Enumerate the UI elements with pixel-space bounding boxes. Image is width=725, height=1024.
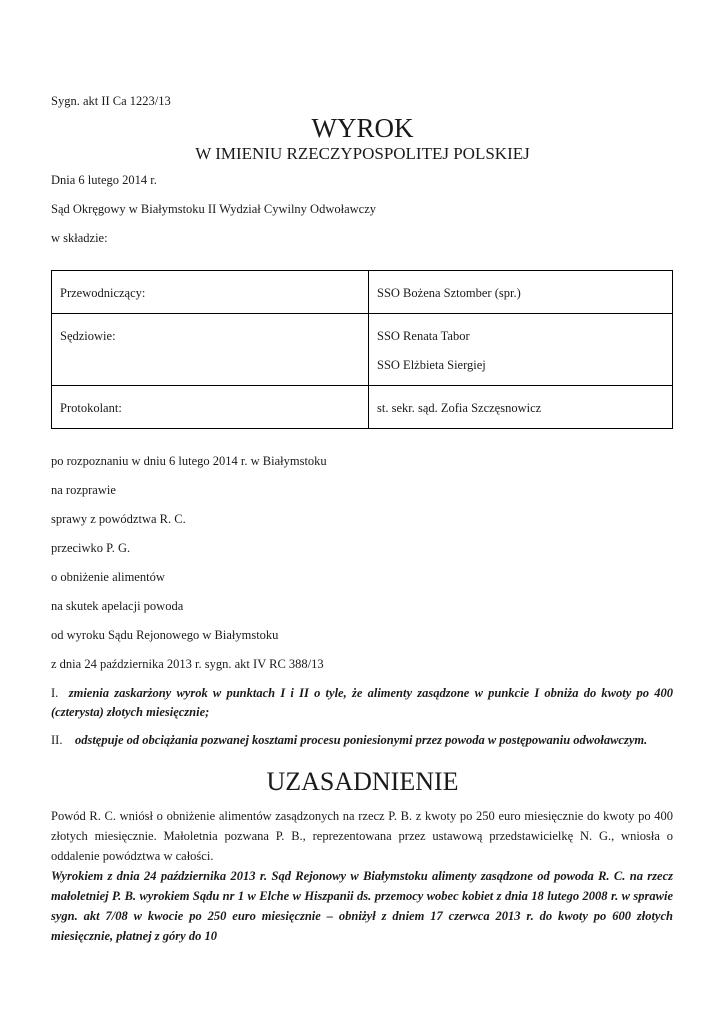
panel-row-judges xyxy=(52,314,673,386)
panel-name: SSO Elżbieta Siergiej xyxy=(377,358,486,372)
case-line: sprawy z powództwa R. C. xyxy=(51,512,186,526)
judgment-date: Dnia 6 lutego 2014 r. xyxy=(51,173,157,187)
case-line: na skutek apelacji powoda xyxy=(51,599,184,613)
composition-label: w składzie: xyxy=(51,231,108,245)
panel-name-cell xyxy=(369,386,673,429)
panel-name-cell xyxy=(369,314,673,386)
case-line: o obniżenie alimentów xyxy=(51,570,165,584)
verdict-point-number: II. xyxy=(51,733,63,747)
case-line: od wyroku Sądu Rejonowego w Białymstoku xyxy=(51,628,279,642)
court-panel-table xyxy=(51,270,673,429)
panel-row-presiding xyxy=(52,271,673,314)
panel-name: SSO Bożena Sztomber (spr.) xyxy=(377,286,521,300)
verdict-point-1 xyxy=(51,684,673,722)
case-signature: Sygn. akt II Ca 1223/13 xyxy=(51,94,171,108)
panel-name: SSO Renata Tabor xyxy=(377,329,470,343)
panel-row-clerk xyxy=(52,386,673,429)
case-line: na rozprawie xyxy=(51,483,116,497)
panel-name-cell xyxy=(369,271,673,314)
verdict-point-2 xyxy=(51,731,673,750)
panel-name: st. sekr. sąd. Zofia Szczęsnowicz xyxy=(377,401,542,415)
document-title: WYROK xyxy=(311,113,414,143)
panel-role: Przewodniczący: xyxy=(52,271,369,314)
justification-title: UZASADNIENIE xyxy=(266,767,459,796)
court-name: Sąd Okręgowy w Białymstoku II Wydział Cywilny Odwoławczy xyxy=(51,202,377,216)
justification-paragraph: Wyrokiem z dnia 24 października 2013 r. Sąd Rejonowy w Białymstoku alimenty zasądzone od powoda R. C. na rzecz małoletniej P. B. wyrokiem Sądu nr 1 w Elche w Hiszpanii ds. przemocy wobec kobiet z dnia 18 lutego 2008 r. w sprawie sygn. akt 7/08 w kwocie po 250 euro miesięcznie – obniżył z dniem 17 czerwca 2013 r. do kwoty po 600 złotych miesięcznie, płatnej z góry do 10 xyxy=(51,869,673,943)
verdict-point-text: zmienia zaskarżony wyrok w punktach I i II o tyle, że alimenty zasądzone w punkcie I obniża do kwoty po 400 (czterysta) złotych miesięcznie; xyxy=(51,686,673,719)
justification-paragraph: Powód R. C. wniósł o obniżenie alimentów zasądzonych na rzecz P. B. z kwoty po 250 euro miesięcznie do kwoty po 400 złotych miesięcznie. Małoletnia pozwana P. B., reprezentowana przez ustawową przedstawicielkę N. G., wniosła o oddalenie powództwa w całości. xyxy=(51,809,673,863)
verdict-point-text: odstępuje od obciążania pozwanej kosztami procesu poniesionymi przez powoda w postępowaniu odwoławczym. xyxy=(74,733,648,747)
case-line: przeciwko P. G. xyxy=(51,541,131,555)
panel-role: Protokolant: xyxy=(52,386,369,429)
document-subtitle: W IMIENIU RZECZYPOSPOLITEJ POLSKIEJ xyxy=(195,144,530,163)
panel-role: Sędziowie: xyxy=(52,314,369,386)
case-line: po rozpoznaniu w dniu 6 lutego 2014 r. w Białymstoku xyxy=(51,454,327,468)
case-line: z dnia 24 października 2013 r. sygn. akt IV RC 388/13 xyxy=(51,657,324,671)
verdict-point-number: I. xyxy=(51,686,59,700)
